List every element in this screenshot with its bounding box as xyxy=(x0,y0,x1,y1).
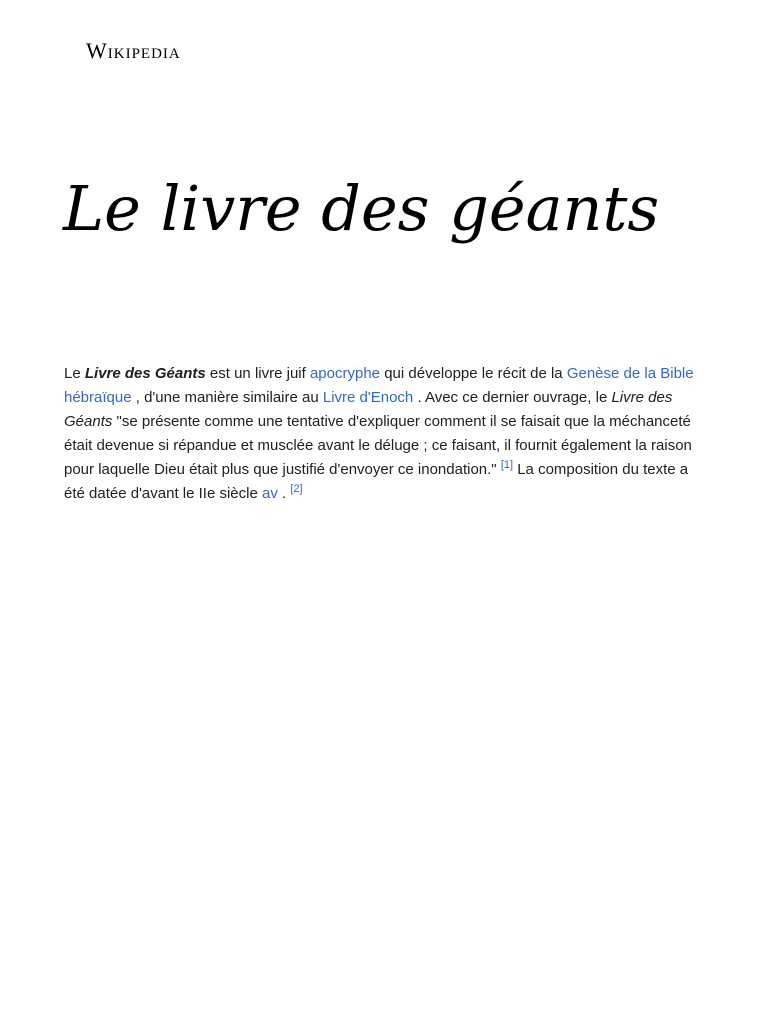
text-segment: "se présente comme une tentative d'expliquer comment il se faisait que la méchanceté était devenue si répandue et musclée avant le déluge ; ce faisant, il fournit également la raison pour laquelle Dieu était plus que justifié d'envoyer ce inondation." xyxy=(64,413,692,478)
wikipedia-logo[interactable]: Wikipedia xyxy=(86,38,181,63)
link-apocryphe[interactable]: apocryphe xyxy=(309,365,381,382)
reference-2 xyxy=(290,483,302,495)
reference-1 xyxy=(501,459,513,471)
italic-title: Livre des Géants xyxy=(64,389,673,430)
article-paragraph xyxy=(64,362,704,506)
text-segment: . xyxy=(277,485,291,502)
text-segment: Le xyxy=(64,365,85,382)
text-segment: La composition du texte a été datée d'avant le IIe siècle xyxy=(64,461,689,502)
link-livre-enoch[interactable]: Livre d'Enoch xyxy=(322,389,414,406)
bold-title: Livre des Géants xyxy=(84,365,206,382)
reference-1-link[interactable]: [1] xyxy=(500,459,514,471)
text-segment: . Avec ce dernier ouvrage, le xyxy=(413,389,612,406)
page-title: Le livre des géants xyxy=(63,172,660,245)
link-genese-bible[interactable]: Genèse de la Bible hébraïque xyxy=(64,365,694,406)
text-segment: qui développe le récit de la xyxy=(380,365,567,382)
text-segment: est un livre juif xyxy=(205,365,310,382)
text-segment: , d'une manière similaire au xyxy=(131,389,323,406)
reference-2-link[interactable]: [2] xyxy=(290,483,303,495)
link-av[interactable]: av xyxy=(262,485,278,502)
